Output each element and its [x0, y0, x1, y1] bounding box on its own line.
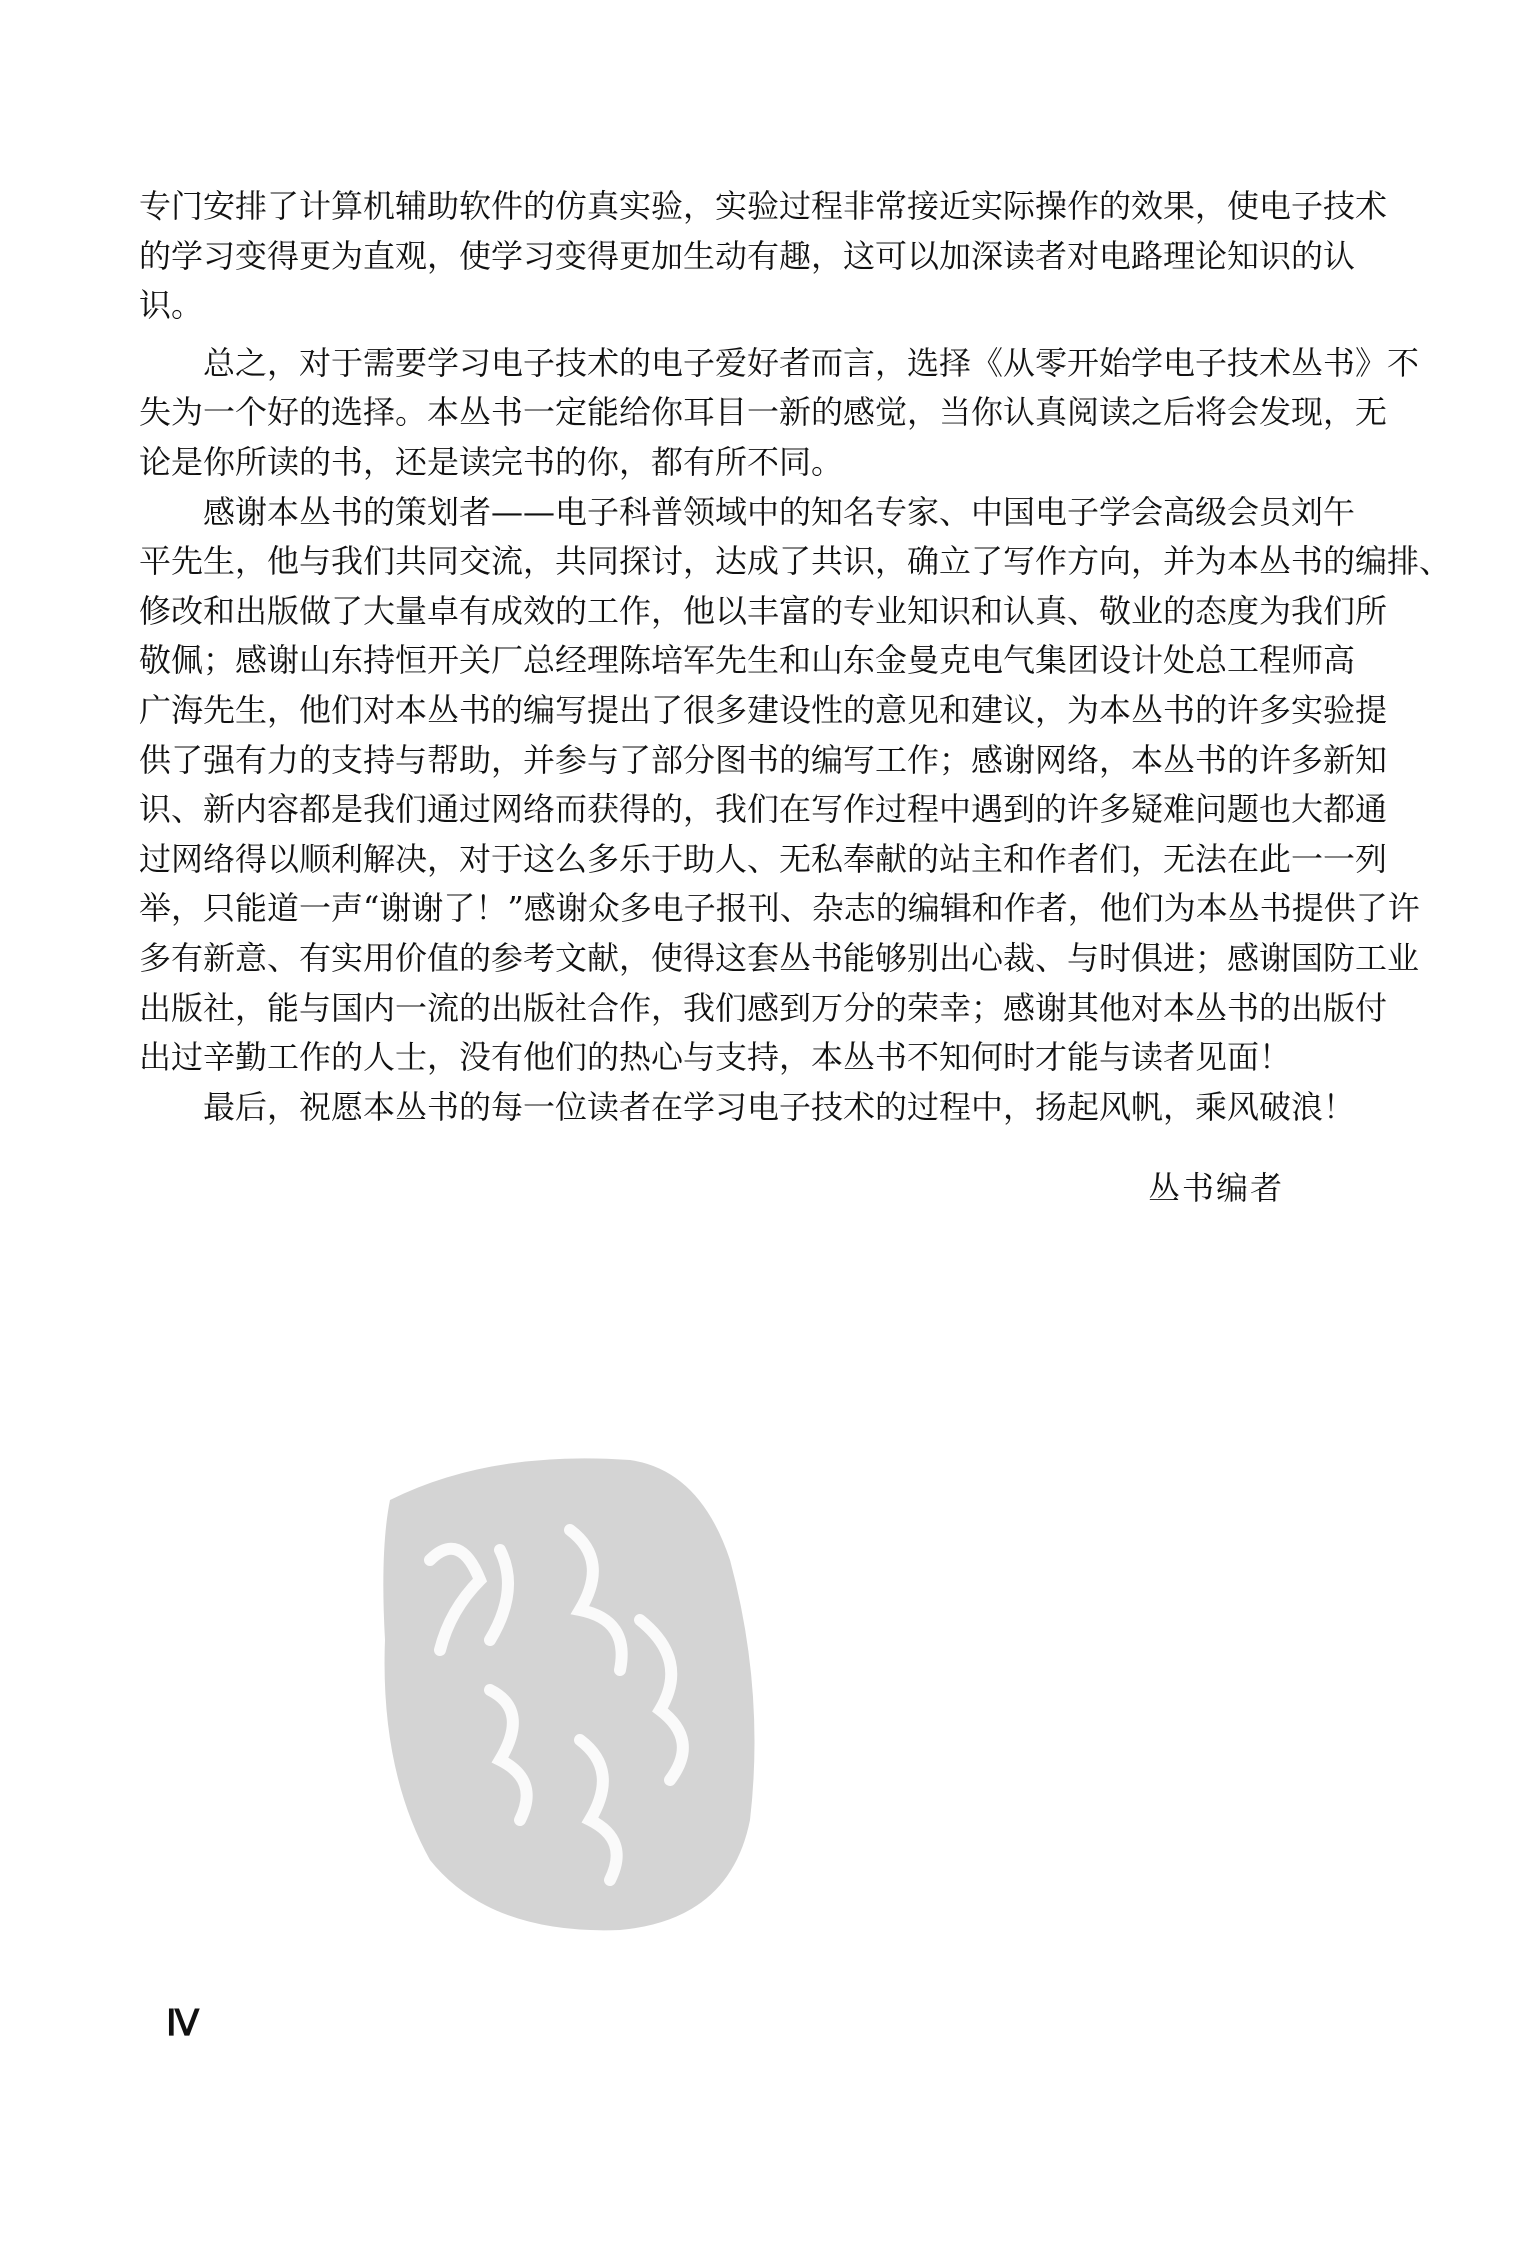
text-line: 多有新意、有实用价值的参考文献，使得这套丛书能够别出心裁、与时俱进；感谢国防工业	[139, 938, 1420, 977]
text-line: 专门安排了计算机辅助软件的仿真实验，实验过程非常接近实际操作的效果，使电子技术	[139, 187, 1388, 225]
text-line: 举，只能道一声“谢谢了！”感谢众多电子报刊、杂志的编辑和作者，他们为本丛书提供了许	[139, 889, 1420, 928]
text-line: 供了强有力的支持与帮助，并参与了部分图书的编写工作；感谢网络，本丛书的许多新知	[139, 740, 1388, 779]
text-line: 平先生，他与我们共同交流，共同探讨，达成了共识，确立了写作方向，并为本丛书的编排、	[139, 542, 1452, 581]
text-line: 识、新内容都是我们通过网络而获得的，我们在写作过程中遇到的许多疑难问题也大都通	[139, 790, 1388, 829]
text-line: 广海先生，他们对本丛书的编写提出了很多建设性的意见和建议，为本丛书的许多实验提	[139, 690, 1388, 729]
signature: 丛书编者	[1148, 1169, 1285, 1207]
text-line: 敬佩；感谢山东持恒开关厂总经理陈培军先生和山东金曼克电气集团设计处总工程师高	[139, 641, 1356, 680]
text-line: 论是你所读的书，还是读完书的你，都有所不同。	[139, 442, 844, 481]
text-line: 出过辛勤工作的人士，没有他们的热心与支持，本丛书不知何时才能与读者见面！	[139, 1038, 1292, 1077]
text-line: 修改和出版做了大量卓有成效的工作，他以丰富的专业知识和认真、敬业的态度为我们所	[139, 591, 1388, 630]
text-line: 出版社，能与国内一流的出版社合作，我们感到万分的荣幸；感谢其他对本丛书的出版付	[139, 988, 1388, 1027]
text-line: 过网络得以顺利解决，对于这么多乐于助人、无私奉献的站主和作者们，无法在此一一列	[139, 839, 1388, 878]
text-line: 感谢本丛书的策划者——电子科普领域中的知名专家、中国电子学会高级会员刘午	[203, 492, 1356, 531]
body-text	[139, 182, 1452, 1132]
seal-watermark	[370, 1440, 770, 1940]
text-line: 识。	[139, 286, 204, 325]
page-number: Ⅳ	[166, 2003, 200, 2043]
text-line: 总之，对于需要学习电子技术的电子爱好者而言，选择《从零开始学电子技术丛书》不	[203, 343, 1420, 382]
text-line: 最后，祝愿本丛书的每一位读者在学习电子技术的过程中，扬起风帆，乘风破浪！	[203, 1087, 1356, 1126]
text-line: 的学习变得更为直观，使学习变得更加生动有趣，这可以加深读者对电路理论知识的认	[139, 236, 1356, 275]
text-line: 失为一个好的选择。本丛书一定能给你耳目一新的感觉，当你认真阅读之后将会发现，无	[139, 393, 1388, 432]
